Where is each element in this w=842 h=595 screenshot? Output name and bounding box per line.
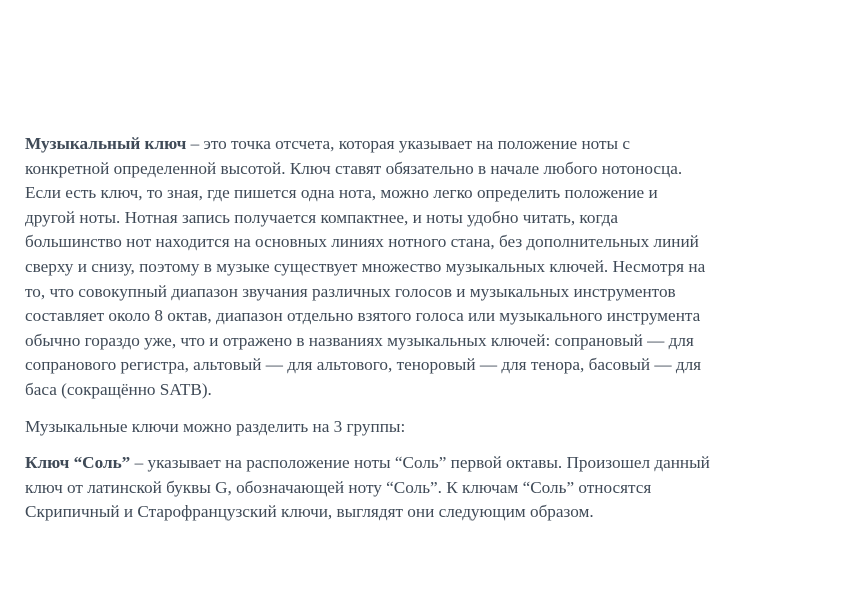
text-line: большинство нот находится на основных линиях нотного стана, без дополнительных линий	[25, 232, 699, 252]
paragraph-musical-clef	[25, 132, 820, 403]
paragraph-clef-groups	[25, 415, 820, 440]
document-body	[25, 132, 820, 525]
text-line: сверху и снизу, поэтому в музыке существует множество музыкальных ключей. Несмотря на	[25, 256, 706, 276]
text-line: Если есть ключ, то зная, где пишется одна нота, можно легко определить положение и	[25, 183, 658, 203]
text-line: составляет около 8 октав, диапазон отдельно взятого голоса или музыкального инструмента	[25, 306, 701, 326]
text-line: сопранового регистра, альтовый — для альтового, теноровый — для тенора, басовый — для	[25, 355, 702, 375]
text-line: баса (сокращённо SATB).	[25, 379, 212, 399]
text-line: Ключ “Соль” – указывает на расположение ноты “Соль” первой октавы. Произошел данный	[25, 453, 710, 473]
text-line: ключ от латинской буквы G, обозначающей ноту “Соль”. К ключам “Соль” относятся	[25, 477, 652, 497]
text-line: конкретной определенной высотой. Ключ ставят обязательно в начале любого нотоносца.	[25, 158, 683, 178]
term-sol-clef: Ключ “Соль”	[25, 453, 131, 473]
paragraph-sol-clef	[25, 451, 820, 525]
term-musical-clef: Музыкальный ключ	[25, 134, 187, 153]
text-line: другой ноты. Нотная запись получается компактнее, и ноты удобно читать, когда	[25, 207, 619, 227]
text-line: Музыкальные ключи можно разделить на 3 группы:	[25, 416, 406, 436]
text-line: обычно гораздо уже, что и отражено в названиях музыкальных ключей: сопрановый — для	[25, 330, 694, 350]
text-line: то, что совокупный диапазон звучания различных голосов и музыкальных инструментов	[25, 281, 676, 301]
text-line: Скрипичный и Старофранцузский ключи, выглядят они следующим образом.	[25, 502, 594, 522]
text-line: Музыкальный ключ – это точка отсчета, которая указывает на положение ноты с	[25, 134, 631, 153]
